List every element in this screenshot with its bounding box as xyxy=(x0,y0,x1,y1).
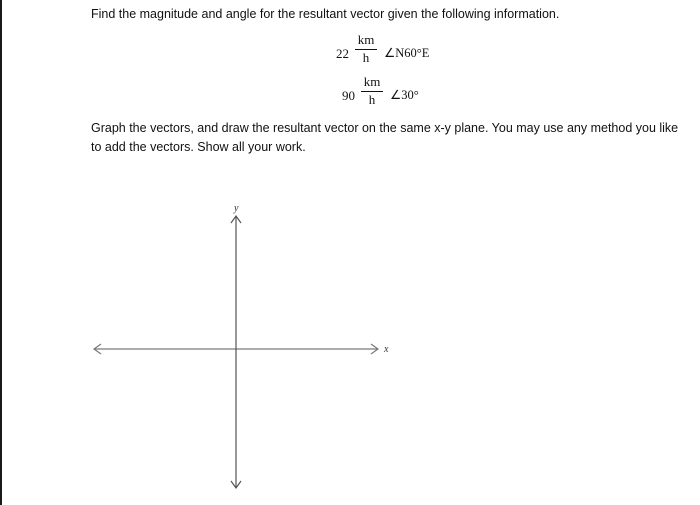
vector-2-magnitude: 90 xyxy=(342,88,355,103)
vector-2-unit-denominator: h xyxy=(368,92,376,107)
vector-1-magnitude: 22 xyxy=(336,46,349,61)
vector-2-unit-numerator: km xyxy=(363,74,381,89)
vector-2-angle: ∠30° xyxy=(390,88,419,102)
y-axis-label: y xyxy=(234,203,239,214)
vector-1-angle: ∠N60°E xyxy=(384,46,430,60)
x-axis-label: x xyxy=(384,344,389,355)
vector-1-unit-numerator: km xyxy=(357,32,375,47)
vector-1-unit-denominator: h xyxy=(362,50,370,65)
question-text: Find the magnitude and angle for the resultant vector given the following information. xyxy=(91,7,560,21)
instructions-text: Graph the vectors, and draw the resultant vector on the same x-y plane. You may use any method you like to add the vectors. Show all your work. xyxy=(91,121,679,154)
